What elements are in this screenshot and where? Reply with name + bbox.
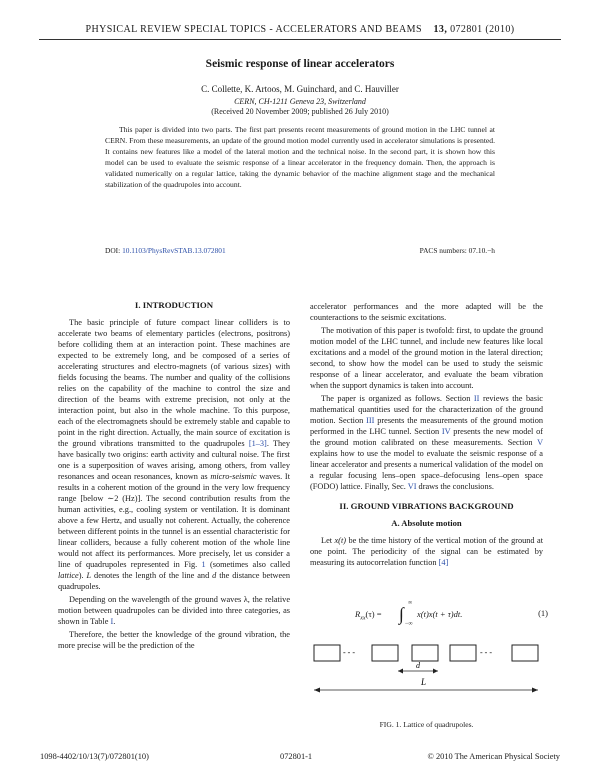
doi-label: DOI:: [105, 246, 121, 255]
quadrupole-5: [512, 645, 538, 661]
intro-paragraph-4: The motivation of this paper is twofold: first, to update the ground motion model of the LHC tunnel, and include new features like local excitations and a model of the ground motion in the lateral direction; second, to show how the model can be used to study the seismic response of a linear accelerator, and evaluate the beam vibration when the support dynamics is taken into account.: [310, 326, 543, 390]
author-list: C. Collette, K. Artoos, M. Guinchard, and C. Hauviller: [201, 84, 399, 94]
journal-name: PHYSICAL REVIEW SPECIAL TOPICS - ACCELERATORS AND BEAMS: [85, 24, 422, 35]
intro-paragraph-3: Therefore, the better the knowledge of the ground vibration, the more precise will be the prediction of the: [58, 630, 290, 650]
article-number: 072801 (2010): [450, 24, 515, 35]
figure-link[interactable]: 1: [201, 560, 206, 569]
header-rule: [39, 39, 561, 40]
integral-lower-limit: −∞: [405, 621, 413, 627]
section-heading-ground-vibrations: II. GROUND VIBRATIONS BACKGROUND: [339, 501, 514, 511]
lattice-figure: [308, 643, 548, 711]
intro-paragraph-2: Depending on the wavelength of the ground waves λ, the relative motion between quadrupoles can be divided into three categories, as shown in Table I.: [58, 595, 290, 626]
dashes-left: - - -: [343, 648, 355, 657]
footer-copyright: © 2010 The American Physical Society: [427, 752, 560, 761]
quadrupole-3: [412, 645, 438, 661]
equation-number: (1): [538, 608, 548, 618]
footer-issn: 1098-4402/10/13(7)/072801(10): [40, 752, 149, 761]
volume: 13,: [433, 24, 448, 35]
citation-link[interactable]: [4]: [438, 558, 449, 567]
footer-page-number: 072801-1: [280, 752, 313, 761]
section-heading-introduction: I. INTRODUCTION: [134, 300, 214, 310]
citation-link[interactable]: [1–3]: [248, 439, 267, 448]
subsection-heading-absolute-motion: A. Absolute motion: [391, 518, 462, 528]
section-link[interactable]: VI: [407, 482, 417, 491]
abstract: This paper is divided into two parts. The first part presents recent measurements of ground motion in the LHC tunnel at CERN. From these measurements, an update of the ground motion model currently used in accelerator simulations is presented. It contains new features like a model of the lateral motion and the technical noise. In the second part, it is shown how this model can be used to evaluate the seismic response of a linear accelerator in the frequency domain. Then, the approach is validated numerically on a regular lattice, taking the dynamic behavior of the machine alignment stage and the mechanical stabilization of the quadrupoles into account.: [105, 125, 495, 189]
quadrupole-4: [450, 645, 476, 661]
integral-sign: ∫: [399, 604, 404, 624]
running-header: [0, 24, 600, 35]
paper-title: Seismic response of linear accelerators: [205, 58, 395, 70]
figure-caption: FIG. 1. Lattice of quadrupoles.: [379, 720, 474, 729]
section-link[interactable]: V: [537, 438, 543, 447]
affiliation: CERN, CH-1211 Geneva 23, Switzerland: [234, 97, 366, 106]
intro-paragraph-1: The basic principle of future compact linear colliders is to accelerate two beams of elementary particles (electrons, positrons) before colliding them at an interaction point. These machines are expected to be extremely long, and be composed of a series of accelerating structures and electro-magnets (of various sizes) with fields focusing the beams. The number and quality of the collisions relies on the capability of the machine to control the size and direction of the beams with extreme precision, not only at the interaction point, but also in the whole machine. To this purpose, each of the electromagnets should be extremely stable and capable to point in the right direction. Actually, the main source of excitation is the ground vibrations transmitted to the quadrupoles [1–3]. They have basically two origins: earth activity and cultural noise. The first one is a superposition of waves arising, among others, from valley resonances and ocean resonances, known as micro-seismic waves. It results in a coherent motion of the ground in the very low frequency range [below ∼2 (Hz)]. The second contribution results from the human activities, e.g., cooling system or ventilation. It is dominant above a few Hertz, and usually not coherent. Actually, the coherence between different points in the tunnel is an essential characteristic for linear colliders, because a fully coherent motion of the whole line would not affect its performances. More precisely, let us consider a line of quadrupoles represented in Fig. 1 (sometimes also called lattice). L denotes the length of the line and d the distance between quadrupoles.: [58, 318, 291, 591]
section-link[interactable]: II: [473, 394, 480, 403]
right-column: [310, 301, 543, 568]
doi-link[interactable]: 10.1103/PhysRevSTAB.13.072801: [122, 246, 226, 255]
dashes-right: - - -: [480, 648, 492, 657]
section-link[interactable]: III: [366, 416, 375, 425]
table-link[interactable]: I: [110, 617, 114, 626]
received-dates: (Received 20 November 2009; published 26 July 2010): [211, 107, 389, 116]
integral-upper-limit: ∞: [408, 600, 413, 606]
equation-rhs: x(t)x(t + τ)dt.: [417, 609, 463, 619]
equation-lhs: $R_{xx}(\tau)$ =: [355, 609, 382, 622]
equation-1: [355, 600, 550, 629]
length-label: L: [421, 677, 427, 687]
spacing-label: d: [416, 661, 420, 670]
doi-line: [105, 246, 226, 255]
intro-paragraph-3-continued: accelerator performances and the more adapted will be the counteractions to the seismic excitations.: [310, 302, 543, 322]
intro-paragraph-5: The paper is organized as follows. Section II reviews the basic mathematical quantities used for the characterization of the ground motion. Section III presents the measurements of the ground motion performed in the LHC tunnel. Section IV presents the new model of the ground motion calibrated on these measurements. Section V explains how to use the model to evaluate the seismic response of a linear accelerator and presents a numerical validation of the model on a regular focusing lens–open space–defocusing lens–open space (FODO) lattice. Finally, Sec. VI draws the conclusions.: [310, 394, 543, 491]
section-link[interactable]: IV: [441, 427, 451, 436]
quadrupole-2: [372, 645, 398, 661]
left-column: [58, 300, 290, 651]
section2-paragraph-1: Let x(t) be the time history of the vertical motion of the ground at one point. The periodicity of the signal can be estimated by measuring its autocorrelation function [4]: [310, 536, 543, 567]
quadrupole-1: [314, 645, 340, 661]
pacs-numbers: PACS numbers: 07.10.−h: [419, 246, 495, 255]
